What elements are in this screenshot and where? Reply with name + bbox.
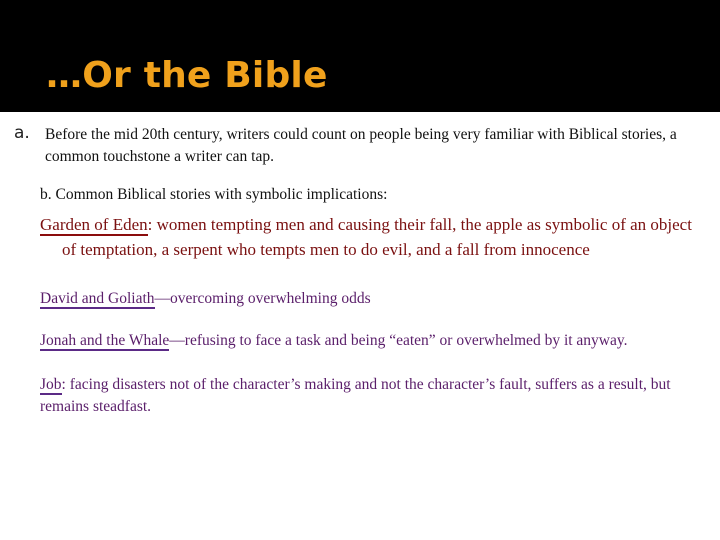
point-a-marker: a.	[14, 123, 30, 143]
job-term: Job	[40, 376, 62, 393]
jonah-description: —refusing to face a task and being “eaten” or overwhelmed by it anyway.	[169, 332, 628, 349]
eden-description: : women tempting men and causing their fall, the apple as symbolic of an object of temptation, a serpent who tempts men to do evil, and a fall from innocence	[62, 215, 692, 259]
job-description: : facing disasters not of the character’s making and not the character’s fault, suffers as a result, but remains steadfast.	[40, 376, 671, 415]
job-paragraph	[40, 374, 690, 418]
eden-term: Garden of Eden	[40, 215, 148, 234]
david-paragraph	[40, 288, 680, 310]
david-term: David and Goliath	[40, 290, 155, 307]
point-a-body: Before the mid 20th century, writers could count on people being very familiar with Biblical stories, a common touchstone a writer can tap.	[45, 126, 677, 165]
slide-title: …Or the Bible	[46, 55, 328, 96]
david-description: —overcoming overwhelming odds	[154, 290, 371, 307]
jonah-term: Jonah and the Whale	[40, 332, 170, 349]
eden-paragraph	[40, 212, 702, 262]
point-b-text: b. Common Biblical stories with symbolic implications:	[40, 186, 388, 203]
point-a-text	[33, 124, 699, 168]
jonah-paragraph	[40, 330, 690, 352]
